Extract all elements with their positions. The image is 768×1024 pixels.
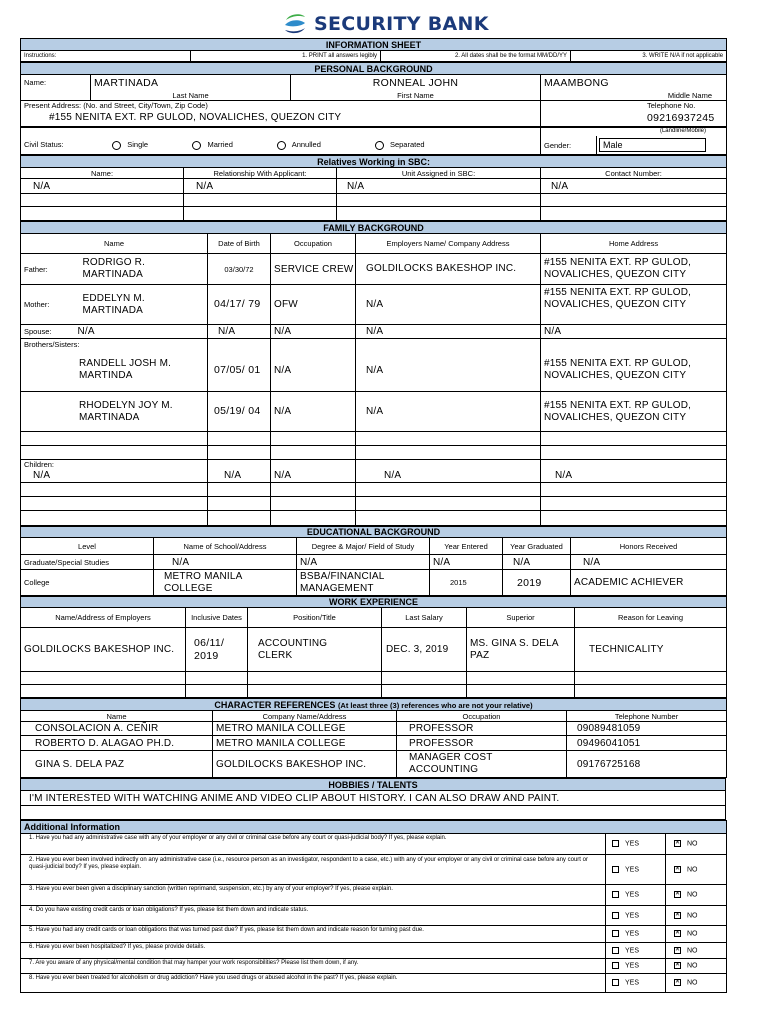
fam-header-name: Name <box>21 234 208 254</box>
fam-cell[interactable] <box>208 432 271 446</box>
work-header-dates: Inclusive Dates <box>186 608 248 628</box>
radio-married[interactable] <box>192 141 201 150</box>
relatives-title: Relatives Working in SBC: <box>21 156 727 168</box>
mother-employer[interactable]: N/A <box>356 285 541 325</box>
question-1-text: 1. Have you had any administrative case with any of your employer or any civil or criminal case before any court or quasi-judicial body? If yes, please explain. <box>21 834 606 855</box>
references-header <box>21 699 727 711</box>
address-label: Present Address: (No. and Street, City/Town, Zip Code) <box>21 100 541 110</box>
instruction-3: 3. WRITE N/A if not applicable <box>571 51 727 62</box>
question-1-yes-label: YES <box>625 840 640 848</box>
fam-header-home: Home Address <box>541 234 727 254</box>
civil-status-group <box>21 136 541 155</box>
spouse-occupation[interactable]: N/A <box>271 325 356 339</box>
fam-cell[interactable] <box>21 497 208 511</box>
fam-cell[interactable] <box>21 483 208 497</box>
sibling-row <box>21 392 727 432</box>
question-3-no-label: NO <box>687 891 698 899</box>
ref-2-company[interactable]: METRO MANILA COLLEGE <box>213 736 397 751</box>
work-header-superior: Superior <box>467 608 575 628</box>
security-bank-logo-icon <box>282 11 308 37</box>
work-reason[interactable]: TECHNICALITY <box>575 628 727 672</box>
civil-status-row <box>20 127 727 156</box>
phone-type-label: (Landline/Mobile) <box>541 127 727 136</box>
ref-1-phone[interactable]: 09089481059 <box>567 722 727 736</box>
question-4-yes-checkbox[interactable] <box>612 912 619 919</box>
ref-3-phone[interactable]: 09176725168 <box>567 751 727 778</box>
middle-name-label: Middle Name <box>541 91 727 101</box>
rel-header-contact: Contact Number: <box>541 168 727 179</box>
references-note: (At least three (3) references who are not your relative) <box>337 700 533 710</box>
table-row <box>21 628 727 672</box>
fam-cell[interactable] <box>21 432 208 446</box>
rel-header-unit: Unit Assigned in SBC: <box>337 168 541 179</box>
middle-name-value[interactable]: MAAMBONG <box>541 75 727 91</box>
question-row <box>21 834 727 855</box>
question-7-yes-label: YES <box>625 962 640 970</box>
education-table <box>20 526 727 596</box>
hobbies-text[interactable]: I'M INTERESTED WITH WATCHING ANIME AND VIDEO CLIP ABOUT HISTORY. I CAN ALSO DRAW AND PAINT. <box>21 791 726 806</box>
question-row <box>21 959 727 974</box>
fam-cell[interactable] <box>21 511 208 526</box>
edu-graduate-school[interactable]: N/A <box>154 555 297 570</box>
instruction-1: 1. PRINT all answers legibly <box>191 51 381 62</box>
references-title: CHARACTER REFERENCES <box>214 699 336 710</box>
question-5-yes-label: YES <box>625 930 640 938</box>
information-sheet-form <box>20 38 726 993</box>
table-row <box>21 432 727 446</box>
ref-1-company[interactable]: METRO MANILA COLLEGE <box>213 722 397 736</box>
sibling-1-employer[interactable]: N/A <box>356 350 541 392</box>
question-2-no-checkbox[interactable]: ✕ <box>675 865 681 872</box>
sibling-2-occupation[interactable]: N/A <box>271 392 356 432</box>
sibling-row <box>21 350 727 392</box>
spouse-home[interactable]: N/A <box>541 325 727 339</box>
table-row <box>21 672 727 685</box>
edu-college-school[interactable]: METRO MANILA COLLEGE <box>154 570 297 596</box>
rel-cell[interactable] <box>21 207 184 221</box>
work-employer[interactable]: GOLDILOCKS BAKESHOP INC. <box>21 628 186 672</box>
rel-cell[interactable] <box>184 194 337 207</box>
siblings-label: Brothers/Sisters: <box>21 339 208 350</box>
question-8-no-checkbox[interactable]: ✕ <box>675 979 681 986</box>
rel-header-name: Name: <box>21 168 184 179</box>
ref-header-phone: Telephone Number <box>567 711 727 722</box>
fam-cell[interactable] <box>541 511 727 526</box>
telephone-label: Telephone No. <box>541 100 727 110</box>
spouse-dob[interactable]: N/A <box>208 325 271 339</box>
question-4-no-label: NO <box>687 912 698 920</box>
edu-college-degree[interactable]: BSBA/FINANCIAL MANAGEMENT <box>297 570 430 596</box>
personal-title: PERSONAL BACKGROUND <box>21 63 727 75</box>
question-4-yes-label: YES <box>625 912 640 920</box>
question-7-yes-checkbox[interactable] <box>612 962 619 969</box>
question-3-yes-label: YES <box>625 891 640 899</box>
edu-college-graduated[interactable]: 2019 <box>503 570 571 596</box>
ref-1-name[interactable]: CONSOLACION A. CEÑIR <box>21 722 213 736</box>
ref-3-occupation[interactable]: MANAGER COST ACCOUNTING <box>397 751 567 778</box>
radio-annulled[interactable] <box>277 141 286 150</box>
radio-single[interactable] <box>112 141 121 150</box>
fam-cell[interactable] <box>21 446 208 460</box>
question-5-text: 5. Have you had any credit cards or loan obligations that was turned past due? If yes, please list them down and indicate reason for turning past due. <box>21 926 606 943</box>
ref-2-phone[interactable]: 09496041051 <box>567 736 727 751</box>
work-cell[interactable] <box>186 685 248 698</box>
question-6-no-checkbox[interactable]: ✕ <box>675 946 681 953</box>
fam-cell[interactable] <box>271 497 356 511</box>
info-sheet-header <box>20 38 727 62</box>
table-row <box>21 194 727 207</box>
question-row <box>21 906 727 926</box>
table-row <box>21 736 727 751</box>
mother-name[interactable]: EDDELYN M. MARTINADA <box>75 285 208 325</box>
table-row <box>21 555 727 570</box>
question-row <box>21 974 727 993</box>
question-1-yes-checkbox[interactable] <box>612 840 619 847</box>
table-row <box>21 207 727 221</box>
work-cell[interactable] <box>575 672 727 685</box>
father-home[interactable]: #155 NENITA EXT. RP GULOD, NOVALICHES, QUEZON CITY <box>541 254 727 285</box>
fam-cell[interactable] <box>356 432 541 446</box>
work-dates[interactable]: 06/11/ 2019 <box>186 628 248 672</box>
father-name[interactable]: RODRIGO R. MARTINADA <box>75 254 208 285</box>
work-cell[interactable] <box>248 672 382 685</box>
sibling-2-home[interactable]: #155 NENITA EXT. RP GULOD, NOVALICHES, QUEZON CITY <box>541 392 727 432</box>
table-row <box>21 497 727 511</box>
fam-cell[interactable] <box>271 483 356 497</box>
fam-cell[interactable] <box>208 497 271 511</box>
fam-cell[interactable] <box>541 432 727 446</box>
address-value[interactable]: #155 NENITA EXT. RP GULOD, NOVALICHES, QUEZON CITY <box>21 110 541 126</box>
ref-2-occupation[interactable]: PROFESSOR <box>397 736 567 751</box>
ref-3-company[interactable]: GOLDILOCKS BAKESHOP INC. <box>213 751 397 778</box>
rel-unit-1[interactable]: N/A <box>337 179 541 194</box>
spouse-row <box>21 325 727 339</box>
sibling-1-name[interactable]: RANDELL JOSH M. MARTINDA <box>21 350 208 392</box>
first-name-label: First Name <box>291 91 541 101</box>
edu-graduate-graduated[interactable]: N/A <box>503 555 571 570</box>
mother-row <box>21 285 727 325</box>
work-header-employer: Name/Address of Employers <box>21 608 186 628</box>
name-label: Name: <box>21 75 91 91</box>
ref-header-occupation: Occupation <box>397 711 567 722</box>
question-2-yes-checkbox[interactable] <box>612 866 619 873</box>
rel-relationship-1[interactable]: N/A <box>184 179 337 194</box>
security-bank-logo <box>282 10 492 38</box>
question-2-no-label: NO <box>687 866 698 874</box>
work-position[interactable]: ACCOUNTING CLERK <box>248 628 382 672</box>
fam-cell[interactable] <box>271 432 356 446</box>
sibling-1-home[interactable]: #155 NENITA EXT. RP GULOD, NOVALICHES, QUEZON CITY <box>541 350 727 392</box>
spouse-name[interactable]: N/A <box>75 325 208 339</box>
edu-header-entered: Year Entered <box>430 538 503 555</box>
rel-cell[interactable] <box>184 207 337 221</box>
hobbies-title: HOBBIES / TALENTS <box>21 779 726 791</box>
work-header-position: Position/Title <box>248 608 382 628</box>
question-6-yes-checkbox[interactable] <box>612 947 619 954</box>
question-5-no-checkbox[interactable]: ✕ <box>675 930 681 937</box>
first-name-value[interactable]: RONNEAL JOHN <box>291 75 541 91</box>
work-cell[interactable] <box>186 672 248 685</box>
fam-cell[interactable] <box>271 511 356 526</box>
child-1-dob[interactable]: N/A <box>208 470 271 483</box>
question-4-text: 4. Do you have existing credit cards or loan obligations? If yes, please list them down and indicate status. <box>21 906 606 926</box>
fam-cell[interactable] <box>208 483 271 497</box>
question-2-text: 2. Have you ever been involved indirectly on any administrative case (i.e., resource person as an investigator, respondent to a case, etc.) with any of your employer or any civil or criminal case before any court or quasi-judicial body? If yes, please explain. <box>21 855 606 885</box>
question-5-no-label: NO <box>687 930 698 938</box>
rel-contact-1[interactable]: N/A <box>541 179 727 194</box>
gender-cell <box>597 136 727 155</box>
edu-header-degree: Degree & Major/ Field of Study <box>297 538 430 555</box>
work-cell[interactable] <box>21 672 186 685</box>
ref-1-occupation[interactable]: PROFESSOR <box>397 722 567 736</box>
question-row <box>21 885 727 906</box>
table-row <box>21 446 727 460</box>
gender-label: Gender: <box>541 136 597 155</box>
work-cell[interactable] <box>248 685 382 698</box>
rel-cell[interactable] <box>337 194 541 207</box>
father-dob[interactable]: 03/30/72 <box>208 254 271 285</box>
ref-header-name: Name <box>21 711 213 722</box>
additional-info-table <box>20 820 727 993</box>
father-employer[interactable]: GOLDILOCKS BAKESHOP INC. <box>356 254 541 285</box>
work-cell[interactable] <box>382 685 467 698</box>
ref-header-company: Company Name/Address <box>213 711 397 722</box>
sibling-1-dob[interactable]: 07/05/ 01 <box>208 350 271 392</box>
ref-3-name[interactable]: GINA S. DELA PAZ <box>21 751 213 778</box>
sibling-2-employer[interactable]: N/A <box>356 392 541 432</box>
brand-name: SECURITY BANK <box>314 13 489 35</box>
education-title: EDUCATIONAL BACKGROUND <box>21 527 727 538</box>
table-row <box>21 483 727 497</box>
question-1-no-checkbox[interactable]: ✕ <box>675 840 681 847</box>
question-6-text: 6. Have you ever been hospitalized? If yes, please provide details. <box>21 943 606 959</box>
question-5-yes-checkbox[interactable] <box>612 930 619 937</box>
father-row <box>21 254 727 285</box>
hobbies-table <box>20 778 726 820</box>
question-8-yes-checkbox[interactable] <box>612 979 619 986</box>
spouse-label: Spouse: <box>21 325 75 339</box>
work-cell[interactable] <box>21 685 186 698</box>
work-salary[interactable]: DEC. 3, 2019 <box>382 628 467 672</box>
child-1-home[interactable]: N/A <box>541 470 727 483</box>
fam-cell[interactable] <box>356 511 541 526</box>
table-row <box>21 179 727 194</box>
fam-cell[interactable] <box>541 497 727 511</box>
fam-header-dob: Date of Birth <box>208 234 271 254</box>
civil-separated-label: Separated <box>389 140 425 150</box>
fam-cell[interactable] <box>356 483 541 497</box>
work-superior[interactable]: MS. GINA S. DELA PAZ <box>467 628 575 672</box>
edu-college-honors[interactable]: ACADEMIC ACHIEVER <box>571 570 727 596</box>
civil-married-label: Married <box>207 140 233 150</box>
fam-header-employer: Employers Name/ Company Address <box>356 234 541 254</box>
references-table <box>20 698 727 778</box>
work-header-salary: Last Salary <box>382 608 467 628</box>
work-cell[interactable] <box>467 672 575 685</box>
rel-name-1[interactable]: N/A <box>21 179 184 194</box>
edu-college-entered[interactable]: 2015 <box>430 570 503 596</box>
table-row <box>21 751 727 778</box>
question-row <box>21 943 727 959</box>
question-6-no-label: NO <box>687 947 698 955</box>
work-table <box>20 596 727 698</box>
mother-occupation[interactable]: OFW <box>271 285 356 325</box>
question-6-yes-label: YES <box>625 947 640 955</box>
question-8-text: 8. Have you ever been treated for alcoholism or drug addiction? Have you used drugs or abused alcohol in the past? If yes, please explain. <box>21 974 606 993</box>
father-label: Father: <box>21 254 75 285</box>
child-1-name[interactable]: N/A <box>21 470 208 483</box>
radio-separated[interactable] <box>375 141 384 150</box>
question-7-no-checkbox[interactable]: ✕ <box>675 962 681 969</box>
gender-value[interactable]: Male <box>599 138 706 152</box>
relatives-table <box>20 155 727 221</box>
fam-cell[interactable] <box>356 497 541 511</box>
family-table <box>20 221 727 526</box>
question-3-no-checkbox[interactable]: ✕ <box>675 891 681 898</box>
fam-header-occupation: Occupation <box>271 234 356 254</box>
work-cell[interactable] <box>467 685 575 698</box>
work-cell[interactable] <box>575 685 727 698</box>
children-label: Children: <box>21 460 208 470</box>
rel-header-relationship: Relationship With Applicant: <box>184 168 337 179</box>
mother-home[interactable]: #155 NENITA EXT. RP GULOD, NOVALICHES, QUEZON CITY <box>541 285 727 325</box>
edu-graduate-honors[interactable]: N/A <box>571 555 727 570</box>
mother-dob[interactable]: 04/17/ 79 <box>208 285 271 325</box>
family-title: FAMILY BACKGROUND <box>21 222 727 234</box>
edu-graduate-entered[interactable]: N/A <box>430 555 503 570</box>
sibling-2-dob[interactable]: 05/19/ 04 <box>208 392 271 432</box>
question-1-no-label: NO <box>687 840 698 848</box>
fam-cell[interactable] <box>208 511 271 526</box>
question-3-yes-checkbox[interactable] <box>612 891 619 898</box>
fam-cell[interactable] <box>541 483 727 497</box>
question-7-text: 7. Are you aware of any physical/mental condition that may hamper your work responsibilities? Please list them down, if any. <box>21 959 606 974</box>
child-1-occupation[interactable]: N/A <box>271 470 356 483</box>
telephone-value[interactable]: 09216937245 <box>541 110 727 126</box>
edu-level-college: College <box>21 570 154 596</box>
edu-header-level: Level <box>21 538 154 555</box>
question-7-no-label: NO <box>687 962 698 970</box>
question-8-yes-label: YES <box>625 979 640 987</box>
sibling-1-occupation[interactable]: N/A <box>271 350 356 392</box>
question-row <box>21 926 727 943</box>
last-name-label: Last Name <box>91 91 291 101</box>
info-sheet-title: INFORMATION SHEET <box>21 39 727 51</box>
work-cell[interactable] <box>382 672 467 685</box>
table-row <box>21 722 727 736</box>
rel-cell[interactable] <box>541 207 727 221</box>
sibling-2-name[interactable]: RHODELYN JOY M. MARTINADA <box>21 392 208 432</box>
rel-cell[interactable] <box>21 194 184 207</box>
edu-level-graduate: Graduate/Special Studies <box>21 555 154 570</box>
edu-graduate-degree[interactable]: N/A <box>297 555 430 570</box>
question-4-no-checkbox[interactable]: ✕ <box>675 911 681 918</box>
fam-cell[interactable] <box>356 446 541 460</box>
civil-status-label: Civil Status: <box>24 140 64 150</box>
personal-background <box>20 62 727 127</box>
child-row <box>21 470 727 483</box>
edu-header-graduated: Year Graduated <box>503 538 571 555</box>
work-header-reason: Reason for Leaving <box>575 608 727 628</box>
father-occupation[interactable]: SERVICE CREW <box>271 254 356 285</box>
table-row <box>21 570 727 596</box>
civil-annulled-label: Annulled <box>291 140 321 150</box>
question-2-yes-label: YES <box>625 866 640 874</box>
child-1-employer[interactable]: N/A <box>356 470 541 483</box>
question-3-text: 3. Have you ever been given a disciplinary sanction (written reprimand, suspension, etc.) by any of your employer? If yes, please explain. <box>21 885 606 906</box>
spouse-employer[interactable]: N/A <box>356 325 541 339</box>
additional-title: Additional Information <box>21 821 727 834</box>
question-row <box>21 855 727 885</box>
table-row <box>21 511 727 526</box>
work-title: WORK EXPERIENCE <box>21 597 727 608</box>
instruction-2: 2. All dates shall be the format MM/DD/YY <box>381 51 571 62</box>
mother-label: Mother: <box>21 285 75 325</box>
ref-2-name[interactable]: ROBERTO D. ALAGAO PH.D. <box>21 736 213 751</box>
question-8-no-label: NO <box>687 979 698 987</box>
fam-cell[interactable] <box>208 446 271 460</box>
edu-header-school: Name of School/Address <box>154 538 297 555</box>
civil-single-label: Single <box>127 140 149 150</box>
fam-cell[interactable] <box>541 446 727 460</box>
last-name-value[interactable]: MARTINADA <box>91 75 291 91</box>
rel-cell[interactable] <box>541 194 727 207</box>
hobbies-blank-line[interactable] <box>21 806 726 820</box>
instructions-label: Instructions: <box>21 51 191 62</box>
edu-header-honors: Honors Received <box>571 538 727 555</box>
rel-cell[interactable] <box>337 207 541 221</box>
table-row <box>21 685 727 698</box>
fam-cell[interactable] <box>271 446 356 460</box>
